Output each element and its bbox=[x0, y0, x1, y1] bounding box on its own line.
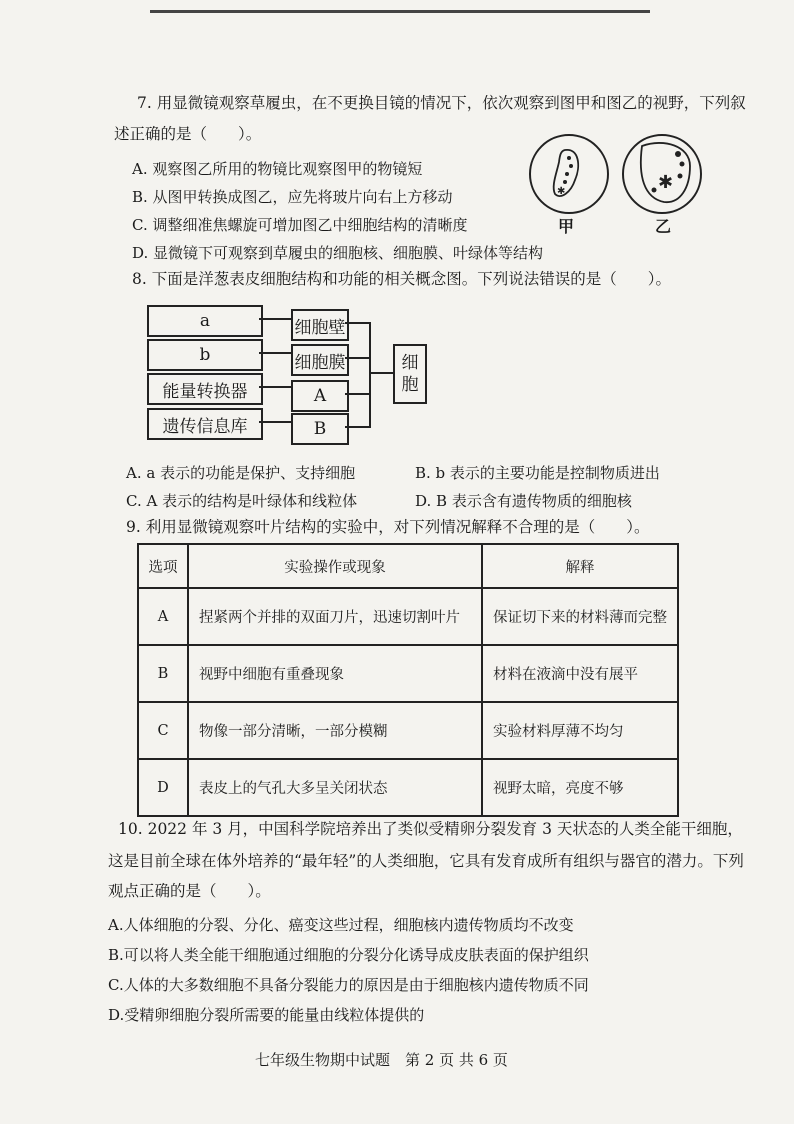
row-operation: 视野中细胞有重叠现象 bbox=[188, 645, 482, 702]
row-operation: 捏紧两个并排的双面刀片，迅速切割叶片 bbox=[188, 588, 482, 645]
row-explanation: 视野太暗，亮度不够 bbox=[482, 759, 678, 816]
q7-stem-line2: 述正确的是（ ）。 bbox=[114, 125, 262, 143]
figure-label-jia: 甲 bbox=[558, 217, 575, 236]
table-row bbox=[138, 759, 678, 816]
q8-option-d: D. B 表示含有遗传物质的细胞核 bbox=[415, 492, 632, 510]
q9-table bbox=[137, 543, 679, 817]
row-label: D bbox=[138, 759, 188, 816]
connector bbox=[259, 386, 291, 388]
svg-text:✱: ✱ bbox=[557, 186, 566, 197]
page-footer: 七年级生物期中试题 第 2 页 共 6 页 bbox=[255, 1051, 508, 1069]
q7-option-b: B. 从图甲转换成图乙，应先将玻片向右上方移动 bbox=[132, 188, 453, 206]
diagram-box-genetic-library: 遗传信息库 bbox=[147, 408, 263, 440]
row-explanation: 保证切下来的材料薄而完整 bbox=[482, 588, 678, 645]
q10-option-c: C.人体的大多数细胞不具备分裂能力的原因是由于细胞核内遗传物质不同 bbox=[108, 976, 589, 994]
q10-option-b: B.可以将人类全能干细胞通过细胞的分裂分化诱导成皮肤表面的保护组织 bbox=[108, 946, 589, 964]
paramecium-large-icon bbox=[624, 136, 700, 212]
q10-stem-line2: 这是目前全球在体外培养的“最年轻”的人类细胞，它具有发育成所有组织与器官的潜力。下列 bbox=[108, 852, 744, 870]
diagram-box-cell: 细 胞 bbox=[393, 344, 427, 404]
q10-stem-line1: 10. 2022 年 3 月，中国科学院培养出了类似受精卵分裂发育 3 天状态的人类全能干细胞， bbox=[118, 820, 743, 838]
q7-option-a: A. 观察图乙所用的物镜比观察图甲的物镜短 bbox=[132, 160, 423, 178]
svg-text:✱: ✱ bbox=[658, 172, 674, 193]
diagram-box-b: b bbox=[147, 339, 263, 371]
diagram-box-a: a bbox=[147, 305, 263, 337]
q8-option-a: A. a 表示的功能是保护、支持细胞 bbox=[126, 464, 356, 482]
q7-option-c: C. 调整细准焦螺旋可增加图乙中细胞结构的清晰度 bbox=[132, 216, 468, 234]
figure-label-yi: 乙 bbox=[655, 217, 672, 236]
row-explanation: 材料在液滴中没有展平 bbox=[482, 645, 678, 702]
connector bbox=[259, 318, 291, 320]
connector bbox=[369, 372, 393, 374]
connector bbox=[345, 357, 369, 359]
connector bbox=[345, 393, 369, 395]
diagram-box-cell-membrane: 细胞膜 bbox=[291, 344, 349, 376]
q8-option-c: C. A 表示的结构是叶绿体和线粒体 bbox=[126, 492, 358, 510]
microscope-view-yi bbox=[622, 134, 702, 214]
row-label: A bbox=[138, 588, 188, 645]
microscope-view-jia bbox=[529, 134, 609, 214]
q10-option-a: A.人体细胞的分裂、分化、癌变这些过程，细胞核内遗传物质均不改变 bbox=[108, 916, 574, 934]
connector bbox=[259, 421, 291, 423]
connector bbox=[345, 426, 369, 428]
row-label: C bbox=[138, 702, 188, 759]
row-explanation: 实验材料厚薄不均匀 bbox=[482, 702, 678, 759]
row-operation: 物像一部分清晰，一部分模糊 bbox=[188, 702, 482, 759]
table-row bbox=[138, 645, 678, 702]
connector bbox=[259, 352, 291, 354]
diagram-box-B: B bbox=[291, 413, 349, 445]
row-label: B bbox=[138, 645, 188, 702]
q10-stem-line3: 观点正确的是（ ）。 bbox=[108, 882, 271, 900]
q8-stem: 8. 下面是洋葱表皮细胞结构和功能的相关概念图。下列说法错误的是（ ）。 bbox=[132, 270, 671, 288]
header-option: 选项 bbox=[138, 544, 188, 588]
q9-stem: 9. 利用显微镜观察叶片结构的实验中，对下列情况解释不合理的是（ ）。 bbox=[126, 518, 650, 536]
header-explanation: 解释 bbox=[482, 544, 678, 588]
diagram-box-cell-wall: 细胞壁 bbox=[291, 309, 349, 341]
table-row bbox=[138, 588, 678, 645]
paramecium-small-icon bbox=[531, 136, 607, 212]
table-row bbox=[138, 702, 678, 759]
diagram-box-A: A bbox=[291, 380, 349, 412]
header-operation: 实验操作或现象 bbox=[188, 544, 482, 588]
connector bbox=[345, 322, 369, 324]
q10-option-d: D.受精卵细胞分裂所需要的能量由线粒体提供的 bbox=[108, 1006, 425, 1024]
table-header-row bbox=[138, 544, 678, 588]
row-operation: 表皮上的气孔大多呈关闭状态 bbox=[188, 759, 482, 816]
q7-stem-line1: 7. 用显微镜观察草履虫，在不更换目镜的情况下，依次观察到图甲和图乙的视野，下列叙 bbox=[137, 94, 746, 112]
page-top-border bbox=[150, 10, 650, 13]
connector bbox=[369, 322, 371, 428]
q7-option-d: D. 显微镜下可观察到草履虫的细胞核、细胞膜、叶绿体等结构 bbox=[132, 244, 544, 262]
diagram-box-energy-converter: 能量转换器 bbox=[147, 373, 263, 405]
q8-option-b: B. b 表示的主要功能是控制物质进出 bbox=[415, 464, 660, 482]
